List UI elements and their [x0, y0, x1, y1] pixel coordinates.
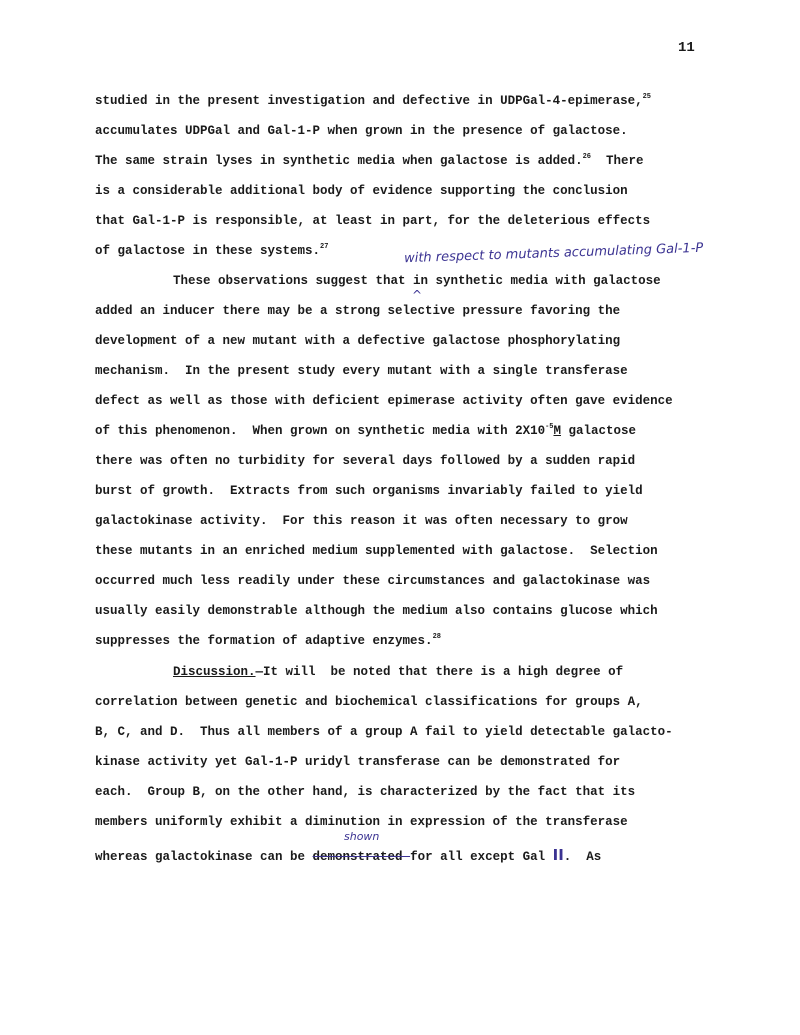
text-line: Discussion.—It will be noted that there is a high degree of — [173, 665, 624, 679]
text-line: members uniformly exhibit a diminution in expression of the transferase — [95, 815, 628, 829]
text-line: occurred much less readily under these circumstances and galactokinase was — [95, 574, 651, 588]
text-line: usually easily demonstrable although the medium also contains glucose which — [95, 604, 658, 618]
text-line: of galactose in these systems.$^{27}$ — [95, 243, 329, 258]
handwritten-numeral: II — [552, 846, 564, 864]
text-line: The same strain lyses in synthetic media when galactose is added.$^{26}$ There — [95, 153, 644, 168]
section-heading: Discussion. — [173, 665, 256, 679]
text-line: each. Group B, on the other hand, is characterized by the fact that its — [95, 785, 636, 799]
text-line: these mutants in an enriched medium supplemented with galactose. Selection — [95, 544, 658, 558]
footnote-ref: 28 — [432, 633, 441, 641]
footnote-ref: 25 — [642, 93, 651, 101]
text-line: is a considerable additional body of evidence supporting the conclusion — [95, 184, 628, 198]
text-line: suppresses the formation of adaptive enzymes.$^{28}$ — [95, 633, 441, 648]
text-line: development of a new mutant with a defective galactose phosphorylating — [95, 334, 621, 348]
text-line: accumulates UDPGal and Gal-1-P when grown in the presence of galactose. — [95, 124, 628, 138]
footnote-ref: 27 — [320, 243, 329, 251]
insertion-caret: ^ — [412, 288, 423, 302]
text-line: B, C, and D. Thus all members of a group A fail to yield detectable galacto- — [95, 725, 673, 739]
handwritten-insertion: with respect to mutants accumulating Gal-1-P — [403, 240, 704, 267]
text-line: studied in the present investigation and defective in UDPGal-4-epimerase,$^{25}$ — [95, 93, 651, 108]
text-line: burst of growth. Extracts from such organisms invariably failed to yield — [95, 484, 643, 498]
page-number: 11 — [678, 40, 695, 56]
molar-unit: M — [553, 424, 561, 438]
text-line: These observations suggest that in synthetic media with galactose — [173, 274, 661, 288]
text-line: galactokinase activity. For this reason it was often necessary to grow — [95, 514, 628, 528]
text-line: added an inducer there may be a strong selective pressure favoring the — [95, 304, 621, 318]
struck-word: demonstrated — [312, 850, 411, 864]
text-line: defect as well as those with deficient epimerase activity often gave evidence — [95, 394, 673, 408]
text-line: whereas galactokinase can be demonstrated for all except Gal II. As — [95, 846, 602, 864]
text-line: correlation between genetic and biochemical classifications for groups A, — [95, 695, 643, 709]
exponent: -5 — [545, 423, 554, 431]
text-line: that Gal-1-P is responsible, at least in part, for the deleterious effects — [95, 214, 651, 228]
text-line: kinase activity yet Gal-1-P uridyl transferase can be demonstrated for — [95, 755, 621, 769]
text-line: of this phenomenon. When grown on synthetic media with $2X10^{-5}M$ galactose — [95, 423, 637, 438]
text-line: mechanism. In the present study every mutant with a single transferase — [95, 364, 628, 378]
text-line: there was often no turbidity for several days followed by a sudden rapid — [95, 454, 636, 468]
footnote-ref: 26 — [582, 153, 591, 161]
handwritten-replacement: shown — [344, 830, 380, 843]
